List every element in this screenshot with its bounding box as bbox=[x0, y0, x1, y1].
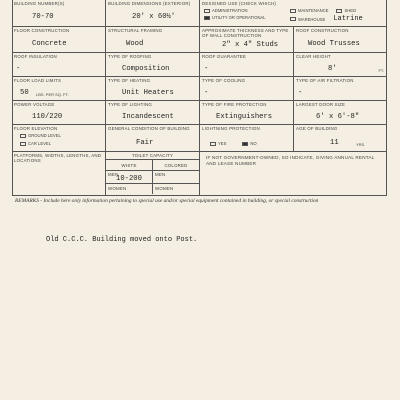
wall-thickness-label: APPROXIMATE THICKNESS AND TYPE OF WALL CONSTRUCTION bbox=[202, 28, 289, 38]
clear-height-label: CLEAR HEIGHT bbox=[296, 54, 331, 59]
floor-elevation-cell bbox=[12, 125, 106, 151]
power-voltage-value: 110/220 bbox=[32, 113, 63, 121]
floor-construction-label: FLOOR CONSTRUCTION bbox=[14, 28, 70, 33]
building-dimensions-label: BUILDING DIMENSIONS (EXTERIOR) bbox=[108, 1, 191, 6]
power-voltage-cell bbox=[12, 101, 106, 124]
largest-door-value: 6' x 6'-8" bbox=[316, 113, 360, 121]
platforms-cell bbox=[12, 152, 106, 196]
warehouse-label: WAREHOUSE bbox=[298, 16, 326, 22]
floor-load-cell bbox=[12, 77, 106, 100]
roof-guarantee-cell bbox=[200, 53, 294, 76]
checkbox-ground-level[interactable] bbox=[20, 134, 26, 138]
toilet-colored-men-label: MEN bbox=[155, 172, 166, 177]
toilet-grid bbox=[106, 159, 199, 194]
toilet-white-men-label: MEN bbox=[108, 172, 119, 177]
floor-construction-cell bbox=[12, 27, 106, 52]
largest-door-label: LARGEST DOOR SIZE bbox=[296, 102, 346, 107]
air-filtration-cell bbox=[294, 77, 387, 100]
form-row-1 bbox=[12, 0, 387, 27]
general-condition-cell bbox=[106, 125, 200, 151]
roof-insulation-cell bbox=[12, 53, 106, 76]
designed-use-label: DESIGNED USE (CHECK WHICH) bbox=[202, 1, 276, 6]
checkbox-yes[interactable] bbox=[210, 142, 216, 146]
floor-elevation-ground[interactable]: GROUND LEVEL bbox=[20, 133, 61, 138]
floor-elevation-car[interactable]: CAR LEVEL bbox=[20, 141, 61, 146]
roof-guarantee-label: ROOF GUARANTEE bbox=[202, 54, 247, 59]
designed-use-cell bbox=[200, 0, 387, 26]
toilet-capacity-cell bbox=[106, 152, 200, 196]
lightning-protection-cell bbox=[200, 125, 294, 151]
roof-insulation-label: ROOF INSULATION bbox=[14, 54, 57, 59]
power-voltage-label: POWER VOLTAGE bbox=[14, 102, 55, 107]
type-of-roofing-label: TYPE OF ROOFING bbox=[108, 54, 152, 59]
type-of-lighting-label: TYPE OF LIGHTING bbox=[108, 102, 152, 107]
toilet-col-colored: COLORED bbox=[164, 163, 188, 168]
yes-label: YES bbox=[218, 141, 227, 146]
air-filtration-value: - bbox=[298, 89, 303, 97]
toilet-colored-women-label: WOMEN bbox=[155, 186, 174, 191]
floor-load-unit: LBS. PER SQ. FT. bbox=[36, 92, 69, 97]
rental-cell bbox=[200, 152, 387, 196]
fire-protection-cell bbox=[200, 101, 294, 124]
designed-use-maintenance-shed bbox=[290, 8, 385, 13]
checkbox-warehouse[interactable] bbox=[290, 17, 296, 21]
form-row-3 bbox=[12, 53, 387, 77]
platforms-label: PLATFORMS, WIDTHS, LENGTHS, AND LOCATIONS bbox=[14, 153, 102, 163]
building-dimensions-cell bbox=[106, 0, 200, 26]
toilet-white-women-label: WOMEN bbox=[108, 186, 127, 191]
building-numbers-value: 70-70 bbox=[32, 13, 54, 21]
wall-thickness-value: 2" x 4" Studs bbox=[222, 41, 279, 49]
form-row-5 bbox=[12, 101, 387, 125]
checkbox-administration[interactable] bbox=[204, 9, 210, 13]
type-of-heating-cell bbox=[106, 77, 200, 100]
checkbox-maintenance[interactable] bbox=[290, 9, 296, 13]
no-label: NO bbox=[250, 141, 257, 146]
maintenance-label: MAINTENANCE bbox=[298, 8, 329, 13]
roof-construction-label: ROOF CONSTRUCTION bbox=[296, 28, 349, 33]
type-of-cooling-cell bbox=[200, 77, 294, 100]
floor-construction-value: Concrete bbox=[32, 40, 67, 48]
checkbox-no[interactable] bbox=[242, 142, 248, 146]
floor-load-label: FLOOR LOAD LIMITS bbox=[14, 78, 62, 83]
clear-height-unit: FT. bbox=[378, 68, 384, 73]
type-of-heating-value: Unit Heaters bbox=[122, 89, 174, 97]
type-of-cooling-label: TYPE OF COOLING bbox=[202, 78, 246, 83]
toilet-col-white: WHITE bbox=[121, 163, 137, 168]
clear-height-cell bbox=[294, 53, 387, 76]
lightning-options bbox=[210, 141, 257, 146]
age-value: 11 bbox=[330, 139, 339, 147]
structural-framing-value: Wood bbox=[126, 40, 144, 48]
checkbox-utility[interactable] bbox=[204, 16, 210, 20]
type-of-heating-label: TYPE OF HEATING bbox=[108, 78, 151, 83]
form-row-6 bbox=[12, 125, 387, 152]
type-of-roofing-cell bbox=[106, 53, 200, 76]
type-of-lighting-cell bbox=[106, 101, 200, 124]
toilet-capacity-label: TOILET CAPACITY bbox=[131, 153, 174, 158]
roof-construction-value: Wood Trusses bbox=[308, 40, 360, 48]
air-filtration-label: TYPE OF AIR FILTRATION bbox=[296, 78, 354, 83]
floor-load-value: 50 bbox=[20, 89, 29, 97]
remarks-text: Old C.C.C. Building moved onto Post. bbox=[46, 236, 198, 244]
fire-protection-value: Extinguishers bbox=[216, 113, 273, 121]
rental-label: IF NOT GOVERNMENT-OWNED, SO INDICATE, GIVING ANNUAL RENTAL AND LEASE NUMBER bbox=[206, 155, 375, 166]
designed-use-warehouse bbox=[290, 15, 385, 23]
largest-door-cell bbox=[294, 101, 387, 124]
designed-use-utility[interactable]: UTILITY OR OPERATIONAL bbox=[204, 15, 294, 20]
form-row-4 bbox=[12, 77, 387, 101]
structural-framing-cell bbox=[106, 27, 200, 52]
age-unit: YRS. bbox=[356, 142, 366, 147]
designed-use-extra: Latrine bbox=[333, 15, 363, 23]
checkbox-shed[interactable] bbox=[336, 9, 342, 13]
toilet-white-men-value: 10-200 bbox=[116, 175, 142, 183]
form-row-2 bbox=[12, 27, 387, 53]
shed-label: SHED bbox=[344, 8, 357, 13]
wall-thickness-cell bbox=[200, 27, 294, 52]
age-cell bbox=[294, 125, 387, 151]
checkbox-car-level[interactable] bbox=[20, 142, 26, 146]
building-dimensions-value: 20' x 60½' bbox=[132, 13, 176, 21]
type-of-lighting-value: Incandescent bbox=[122, 113, 174, 121]
type-of-roofing-value: Composition bbox=[122, 65, 170, 73]
general-condition-value: Fair bbox=[136, 139, 154, 147]
floor-elevation-label: FLOOR ELEVATION bbox=[14, 126, 58, 131]
designed-use-administration[interactable]: ADMINISTRATION bbox=[204, 8, 294, 13]
fire-protection-label: TYPE OF FIRE PROTECTION bbox=[202, 102, 267, 107]
roof-insulation-value: - bbox=[16, 65, 21, 73]
age-label: AGE OF BUILDING bbox=[296, 126, 338, 131]
roof-construction-cell bbox=[294, 27, 387, 52]
lightning-protection-label: LIGHTNING PROTECTION bbox=[202, 126, 260, 131]
building-numbers-label: BUILDING NUMBER(S) bbox=[14, 1, 65, 6]
structural-framing-label: STRUCTURAL FRAMING bbox=[108, 28, 163, 33]
roof-guarantee-value: - bbox=[204, 65, 209, 73]
form-row-7 bbox=[12, 152, 387, 196]
type-of-cooling-value: - bbox=[204, 89, 209, 97]
building-numbers-cell bbox=[12, 0, 106, 26]
remarks-label: REMARKS - Include here only information pertaining to special use and/or special equipment contained in building, or special construction bbox=[15, 198, 319, 204]
general-condition-label: GENERAL CONDITION OF BUILDING bbox=[108, 126, 190, 131]
clear-height-value: 8' bbox=[328, 65, 337, 73]
